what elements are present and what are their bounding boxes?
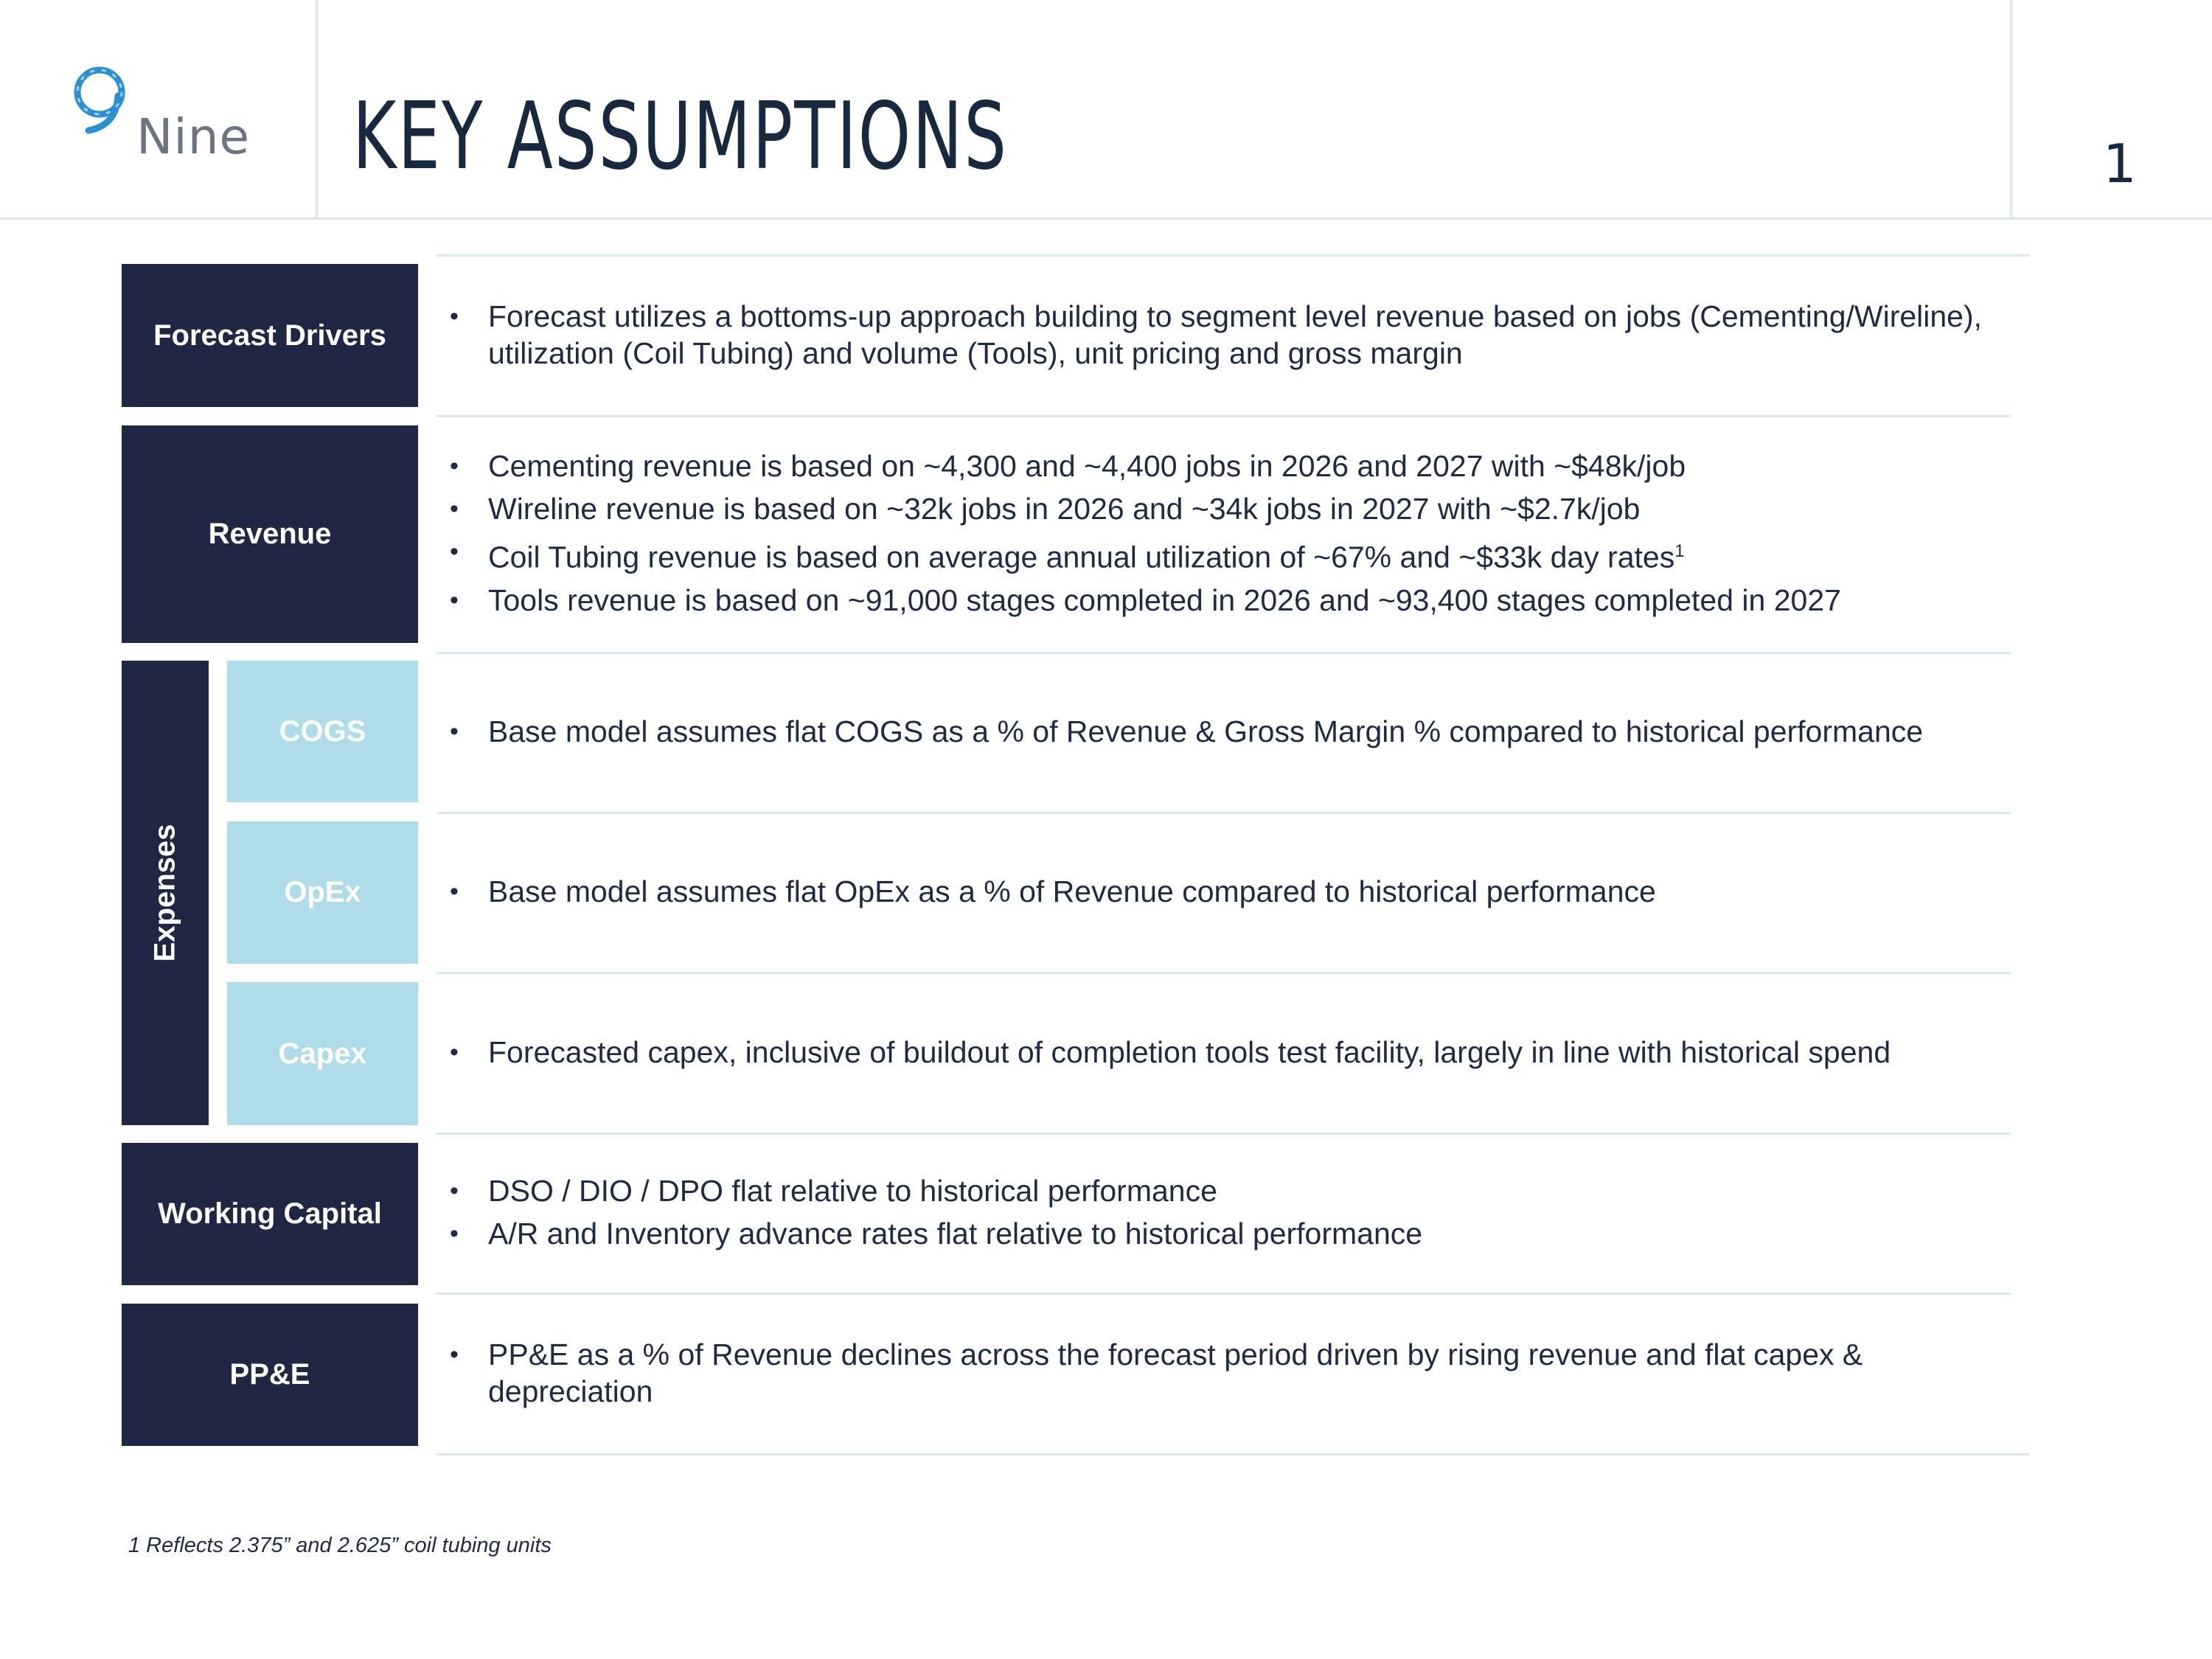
bullet-list: [442, 1333, 2013, 1416]
label-capex: Capex: [227, 982, 418, 1125]
bullet-item: • Forecasted capex, inclusive of buildout of completion tools test facility, largely in line with historical spend: [442, 1034, 2013, 1071]
content-capex: [442, 974, 2013, 1133]
label-opex: OpEx: [227, 821, 418, 964]
company-logo: [59, 63, 265, 165]
label-revenue: Revenue: [122, 425, 418, 643]
bullet-item: • A/R and Inventory advance rates flat relative to historical performance: [442, 1215, 2013, 1252]
bullet-list: [442, 295, 2013, 378]
label-ppe: PP&E: [122, 1304, 418, 1446]
bullet-item: • Forecast utilizes a bottoms-up approach building to segment level revenue based on jobs (Cementing/Wireline), utilization (Coil Tubing) and volume (Tools), unit pricing and gross margin: [442, 298, 2013, 372]
bullet-item: • PP&E as a % of Revenue declines across the forecast period driven by rising revenue and flat capex & depreciation: [442, 1336, 2013, 1410]
bullet-item: [442, 533, 2013, 576]
bullet-item: • DSO / DIO / DPO flat relative to historical performance: [442, 1172, 2013, 1209]
content-ppe: [442, 1295, 2013, 1453]
bullet-list: [442, 1169, 2013, 1258]
bullet-list: [442, 445, 2013, 625]
header-divider-left: [316, 0, 318, 219]
label-expenses-group: [122, 661, 209, 1125]
header-divider-right: [2010, 0, 2012, 219]
logo-mark-icon: [59, 63, 133, 136]
label-working-capital: Working Capital: [122, 1143, 418, 1285]
bullet-list: [442, 1031, 2013, 1077]
bullet-item: • Wireline revenue is based on ~32k jobs in 2026 and ~34k jobs in 2027 with ~$2.7k/job: [442, 490, 2013, 527]
content-opex: [442, 814, 2013, 972]
bullet-list: [442, 870, 2013, 916]
label-forecast-drivers: Forecast Drivers: [122, 264, 418, 407]
content-revenue: [442, 417, 2013, 652]
bullet-item: • Cementing revenue is based on ~4,300 and ~4,400 jobs in 2026 and 2027 with ~$48k/job: [442, 448, 2013, 484]
bullet-list: [442, 710, 2013, 756]
bullet-item: • Base model assumes flat OpEx as a % of Revenue compared to historical performance: [442, 873, 2013, 910]
footnote-marker: 1: [1674, 541, 1685, 562]
label-cogs: COGS: [227, 661, 418, 802]
content-working-capital: [442, 1135, 2013, 1293]
bullet-item: • Base model assumes flat COGS as a % of Revenue & Gross Margin % compared to historical performance: [442, 713, 2013, 750]
logo-wordmark: Nine: [136, 108, 251, 165]
page-title: KEY ASSUMPTIONS: [352, 82, 1009, 190]
page-number: 1: [2103, 133, 2137, 195]
content-cogs: [442, 654, 2013, 812]
row-separator: [437, 1453, 2029, 1455]
bullet-text: Coil Tubing revenue is based on average annual utilization of ~67% and ~$33k day rates: [488, 540, 1675, 574]
expenses-group-text: Expenses: [148, 824, 181, 962]
footnote: 1 Reflects 2.375” and 2.625” coil tubing units: [128, 1534, 552, 1557]
bullet-item: • Tools revenue is based on ~91,000 stages completed in 2026 and ~93,400 stages completed in 2027: [442, 582, 2013, 619]
content-forecast-drivers: [442, 257, 2013, 415]
header-bottom-rule: [0, 218, 2212, 220]
